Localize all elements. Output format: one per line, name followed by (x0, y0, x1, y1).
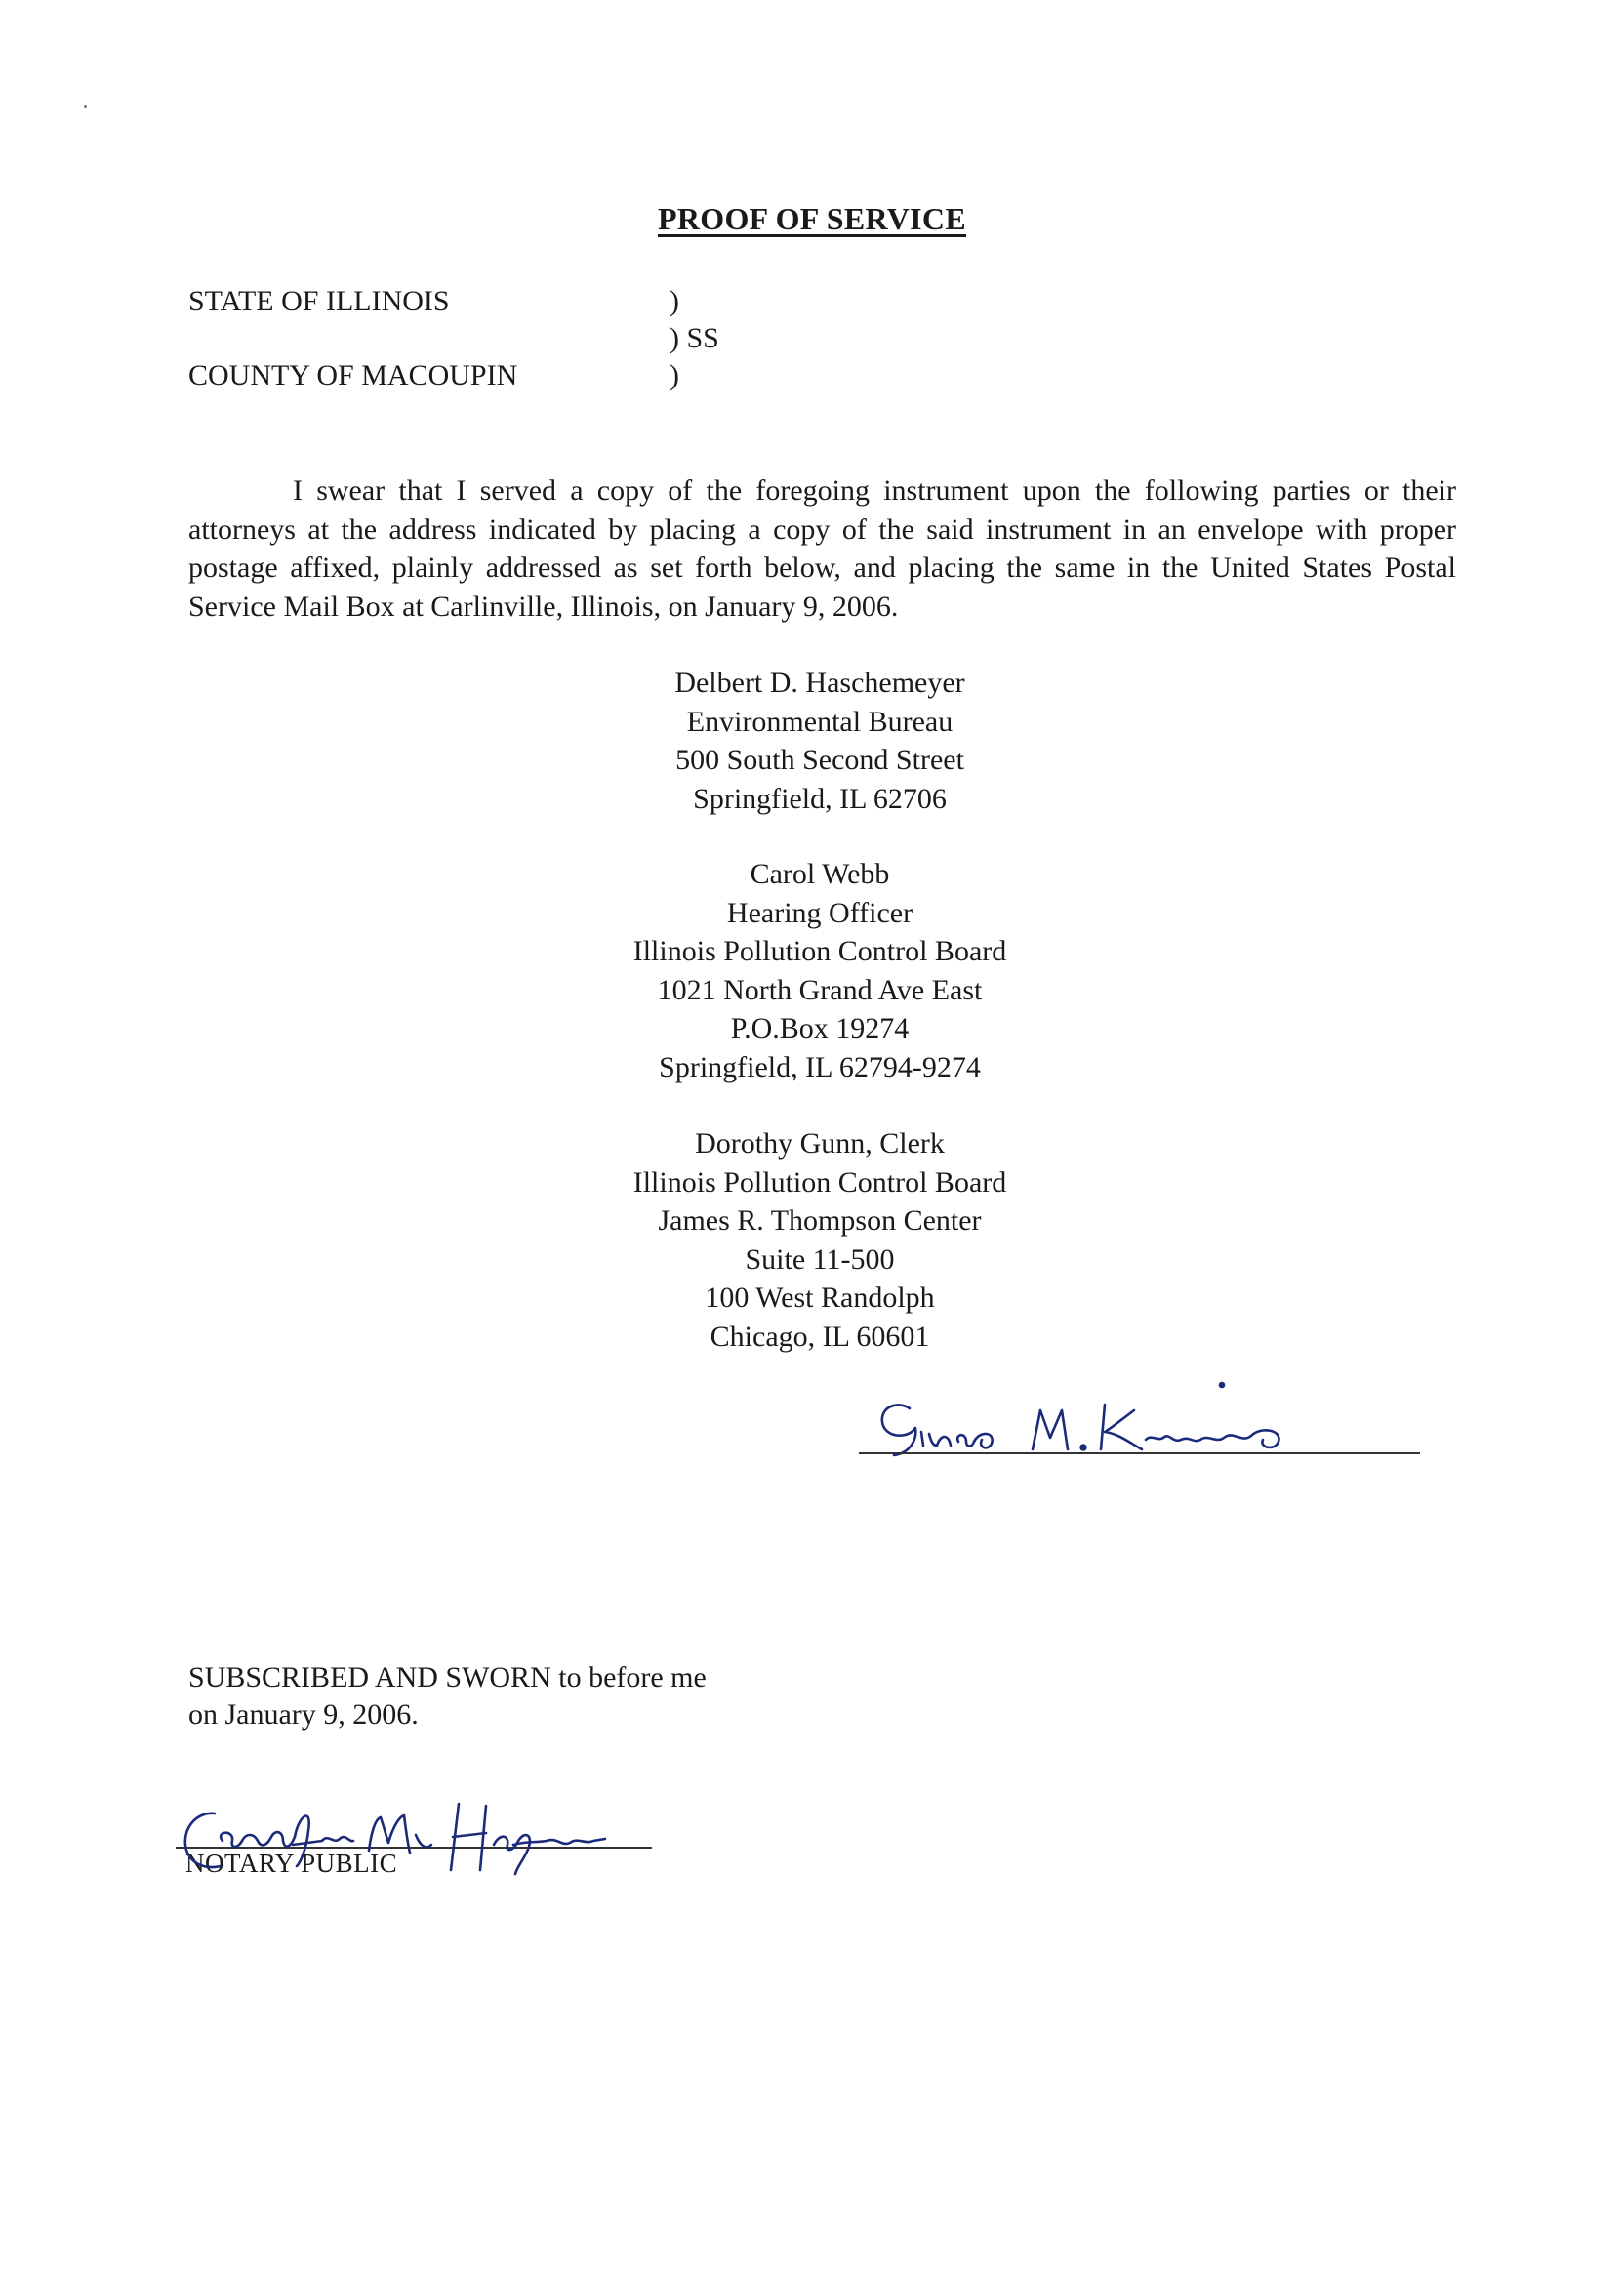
service-statement: I swear that I served a copy of the foregoing instrument upon the following parties or their attorneys at the address indicated by placing a copy of the said instrument in an envelope with proper postage affixed, plainly addressed as set forth below, and placing the same in the United States Postal Service Mail Box at Carlinville, Illinois, on January 9, 2006. (188, 474, 1456, 623)
affiant-signature-scribble (859, 1371, 1425, 1469)
address-line: Environmental Bureau (686, 705, 954, 738)
address-line: P.O.Box 19274 (730, 1012, 910, 1044)
address-line: Springfield, IL 62706 (693, 782, 947, 815)
document-title: PROOF OF SERVICE (658, 201, 966, 236)
address-line: Chicago, IL 60601 (710, 1320, 930, 1353)
address-block-haschemeyer (527, 664, 1113, 818)
venue-ss: ) SS (670, 322, 719, 354)
jurat-line-1: SUBSCRIBED AND SWORN to before me (188, 1661, 707, 1693)
venue-paren: ) (670, 285, 679, 317)
venue-county: COUNTY OF MACOUPIN (188, 359, 518, 391)
address-line: Springfield, IL 62794-9274 (659, 1050, 981, 1083)
venue-row-county (188, 357, 774, 394)
venue-paren: ) (670, 359, 679, 391)
venue-caption (188, 283, 774, 394)
address-line: 500 South Second Street (675, 744, 964, 776)
affiant-signature-line (859, 1452, 1420, 1454)
address-line: 1021 North Grand Ave East (657, 973, 983, 1006)
scan-speck (84, 105, 87, 108)
address-line: 100 West Randolph (705, 1282, 935, 1314)
address-line: Illinois Pollution Control Board (632, 1165, 1007, 1199)
venue-row-ss (188, 320, 774, 357)
affiant-signature (859, 1371, 1425, 1469)
address-line: Delbert D. Haschemeyer (674, 667, 965, 699)
address-line: Suite 11-500 (745, 1243, 895, 1276)
address-block-webb (527, 855, 1113, 1086)
address-line: Dorothy Gunn, Clerk (695, 1127, 945, 1160)
notary-signature-scribble (176, 1776, 683, 1913)
address-line: James R. Thompson Center (658, 1204, 982, 1237)
venue-state: STATE OF ILLINOIS (188, 285, 450, 317)
notary-label: NOTARY PUBLIC (185, 1849, 398, 1878)
jurat (188, 1659, 707, 1733)
address-line: Illinois Pollution Control Board (632, 935, 1007, 967)
address-line: Carol Webb (750, 858, 890, 890)
address-line: Hearing Officer (726, 896, 914, 929)
address-block-gunn (527, 1124, 1113, 1356)
notary-signature-block (176, 1776, 683, 1913)
jurat-line-2: on January 9, 2006. (188, 1698, 419, 1731)
venue-row-state (188, 283, 774, 320)
